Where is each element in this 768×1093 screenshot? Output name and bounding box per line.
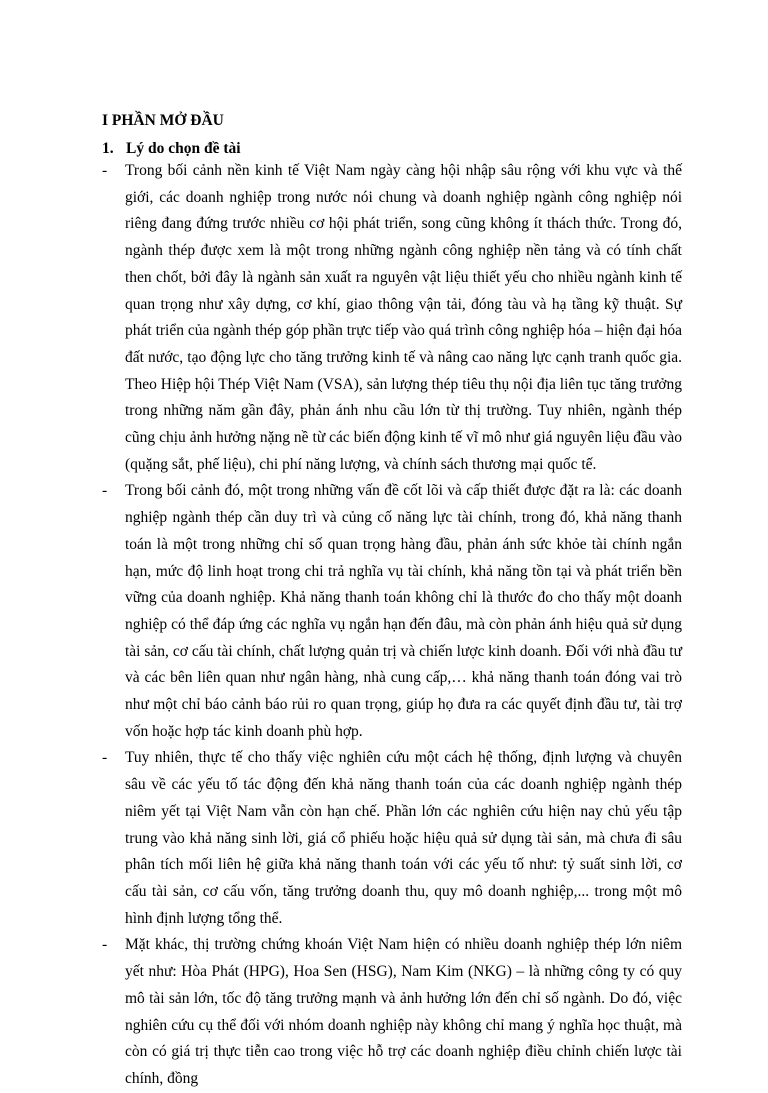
subsection-title: Lý do chọn đề tài	[126, 140, 241, 157]
list-item	[102, 745, 682, 932]
paragraph-text: Trong bối cảnh đó, một trong những vấn đề cốt lõi và cấp thiết được đặt ra là: các doanh nghiệp ngành thép cần duy trì và củng cố năng lực tài chính, trong đó, khả năng thanh toán là một trong những chỉ số quan trọng hàng đầu, phản ánh sức khỏe tài chính ngắn hạn, mức độ linh hoạt trong chi trả nghĩa vụ tài chính, khả năng tồn tại và phát triển bền vững của doanh nghiệp. Khả năng thanh toán không chỉ là thước đo cho thấy một doanh nghiệp có thể đáp ứng các nghĩa vụ ngắn hạn đến đâu, mà còn phản ánh hiệu quả sử dụng tài sản, cơ cấu tài chính, chất lượng quản trị và chiến lược kinh doanh. Đối với nhà đầu tư và các bên liên quan như ngân hàng, nhà cung cấp,… khả năng thanh toán đóng vai trò như một chỉ báo cảnh báo rủi ro quan trọng, giúp họ đưa ra các quyết định đầu tư, tài trợ vốn hoặc hợp tác kinh doanh phù hợp.	[125, 482, 682, 740]
subsection-number: 1.	[102, 140, 114, 157]
bullet-list	[102, 158, 682, 1093]
list-item	[102, 478, 682, 745]
paragraph-text: Trong bối cảnh nền kinh tế Việt Nam ngày càng hội nhập sâu rộng với khu vực và thế giới, các doanh nghiệp trong nước nói chung và doanh nghiệp ngành công nghiệp nói riêng đang đứng trước nhiều cơ hội phát triển, song cũng không ít thách thức. Trong đó, ngành thép được xem là một trong những ngành công nghiệp nền tảng và có tính chất then chốt, bởi đây là ngành sản xuất ra nguyên vật liệu thiết yếu cho nhiều ngành kinh tế quan trọng như xây dựng, cơ khí, giao thông vận tải, đóng tàu và hạ tầng kỹ thuật. Sự phát triển của ngành thép góp phần trực tiếp vào quá trình công nghiệp hóa – hiện đại hóa đất nước, tạo động lực cho tăng trưởng kinh tế và nâng cao năng lực cạnh tranh quốc gia. Theo Hiệp hội Thép Việt Nam (VSA), sản lượng thép tiêu thụ nội địa liên tục tăng trưởng trong những năm gần đây, phản ánh nhu cầu lớn từ thị trường. Tuy nhiên, ngành thép cũng chịu ảnh hưởng nặng nề từ các biến động kinh tế vĩ mô như giá nguyên liệu đầu vào (quặng sắt, phế liệu), chi phí năng lượng, và chính sách thương mại quốc tế.	[125, 162, 682, 473]
paragraph-text: Tuy nhiên, thực tế cho thấy việc nghiên cứu một cách hệ thống, định lượng và chuyên sâu về các yếu tố tác động đến khả năng thanh toán của các doanh nghiệp ngành thép niêm yết tại Việt Nam vẫn còn hạn chế. Phần lớn các nghiên cứu hiện nay chủ yếu tập trung vào khả năng sinh lời, giá cổ phiếu hoặc hiệu quả sử dụng tài sản, mà chưa đi sâu phân tích mối liên hệ giữa khả năng thanh toán với các yếu tố như: tỷ suất sinh lời, cơ cấu tài sản, cơ cấu vốn, tăng trưởng doanh thu, quy mô doanh nghiệp,... trong một mô hình định lượng tổng thể.	[125, 749, 682, 927]
paragraph-text: Mặt khác, thị trường chứng khoán Việt Nam hiện có nhiều doanh nghiệp thép lớn niêm yết như: Hòa Phát (HPG), Hoa Sen (HSG), Nam Kim (NKG) – là những công ty có quy mô tài sản lớn, tốc độ tăng trưởng mạnh và ảnh hưởng lớn đến chỉ số ngành. Do đó, việc nghiên cứu cụ thể đối với nhóm doanh nghiệp này không chỉ mang ý nghĩa học thuật, mà còn có giá trị thực tiễn cao trong việc hỗ trợ các doanh nghiệp điều chỉnh chiến lược tài chính, đồng	[125, 936, 682, 1087]
bullet-marker: -	[102, 482, 108, 500]
list-item	[102, 158, 682, 478]
bullet-marker: -	[102, 936, 108, 954]
bullet-marker: -	[102, 749, 108, 767]
section-heading: I PHẦN MỞ ĐẦU	[102, 112, 224, 129]
subsection-heading	[102, 139, 241, 159]
list-item	[102, 932, 682, 1092]
bullet-marker: -	[102, 162, 108, 179]
